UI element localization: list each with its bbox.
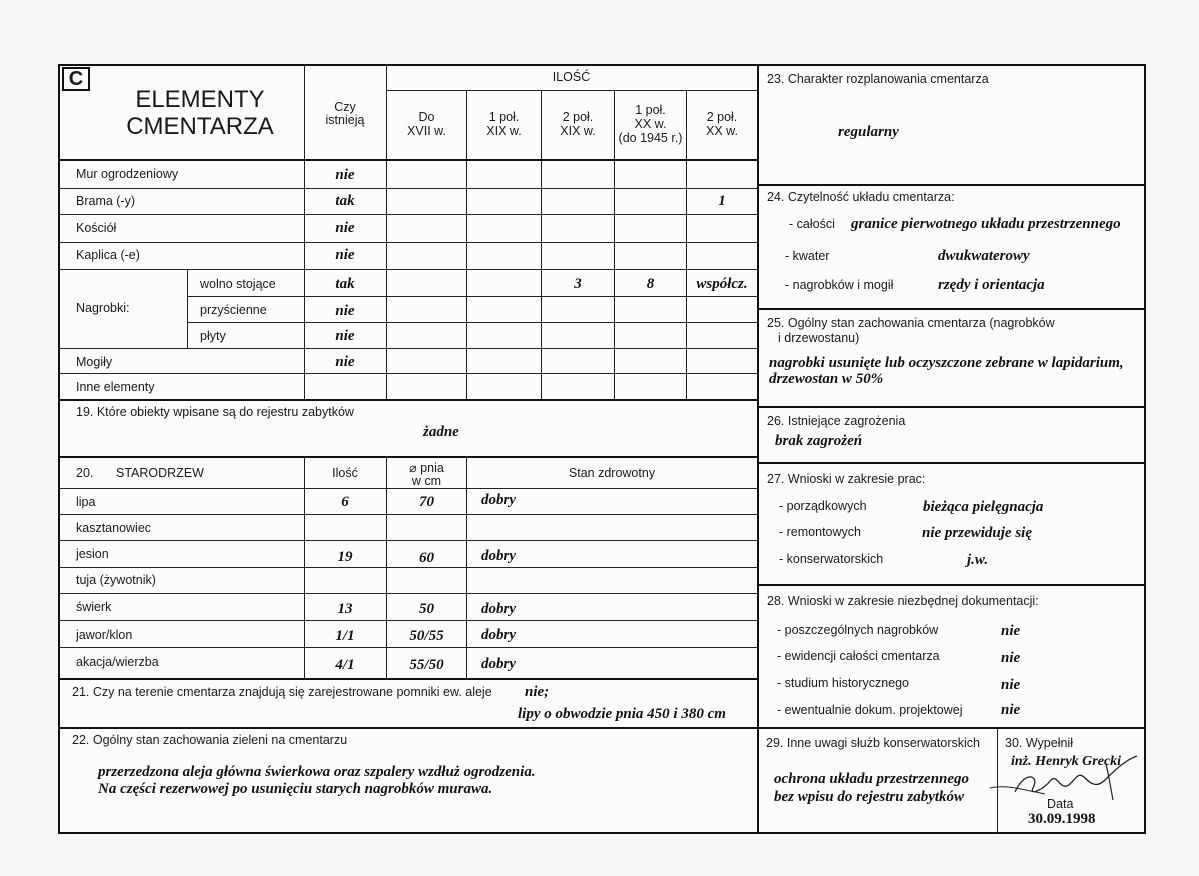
divider — [58, 567, 758, 568]
q30-date: 30.09.1998 — [1028, 811, 1096, 827]
value-przyscienne: nie — [335, 303, 355, 319]
divider — [58, 540, 758, 541]
row-label-brama: Brama (-y) — [76, 194, 136, 208]
q24-row-answer: dwukwaterowy — [938, 248, 1030, 264]
tree-name: jesion — [76, 547, 109, 561]
card-letter: C — [62, 67, 90, 91]
q27-row-label: - remontowych — [779, 525, 861, 539]
q27-row-label: - konserwatorskich — [779, 552, 884, 566]
value-kosciol: nie — [335, 220, 355, 236]
q22-label: 22. Ogólny stan zachowania zieleni na cmentarzu — [72, 733, 348, 747]
q29-answer2: bez wpisu do rejestru zabytków — [774, 789, 965, 805]
tree-count: 13 — [337, 601, 353, 617]
divider — [58, 188, 758, 189]
value-brama: tak — [335, 193, 355, 209]
tree-name: tuja (żywotnik) — [76, 573, 156, 587]
q24-label: 24. Czytelność układu cmentarza: — [767, 190, 955, 204]
q28-row-label: - studium historycznego — [777, 676, 910, 690]
period-2-l2: XIX w. — [486, 124, 522, 138]
q25-answer2: drzewostan w 50% — [769, 371, 884, 387]
tree-count: 1/1 — [335, 628, 355, 644]
q22-answer2: Na części rezerwowej po usunięciu starych nagrobków murawa. — [98, 781, 493, 797]
row-label-mogily: Mogiły — [76, 355, 113, 369]
q26-answer: brak zagrożeń — [775, 433, 863, 449]
divider — [58, 678, 758, 680]
tree-name: akacja/wierzba — [76, 655, 159, 669]
title-line1: ELEMENTY — [135, 86, 265, 113]
q23-answer: regularny — [838, 124, 899, 140]
q28-label: 28. Wnioski w zakresie niezbędnej dokumentacji: — [767, 594, 1039, 608]
divider — [58, 514, 758, 515]
q24-row-answer: rzędy i orientacja — [938, 277, 1045, 293]
divider — [58, 456, 758, 458]
divider — [58, 399, 758, 401]
row-label-kaplica: Kaplica (-e) — [76, 248, 140, 262]
row-label-nagrobki: Nagrobki: — [76, 301, 130, 315]
q19-label: 19. Które obiekty wpisane są do rejestru zabytków — [76, 405, 354, 419]
divider — [58, 593, 758, 594]
q28-row-label: - poszczególnych nagrobków — [777, 623, 939, 637]
divider — [757, 184, 1146, 186]
period-3-l2: XIX w. — [560, 124, 596, 138]
divider — [386, 90, 757, 91]
row-label-przyscienne: przyścienne — [200, 303, 267, 317]
q20-num: 20. — [76, 466, 94, 480]
col-czy-line1: Czy — [334, 100, 356, 114]
divider — [58, 159, 758, 161]
tree-health: dobry — [481, 656, 516, 672]
row-label-wolno: wolno stojące — [200, 277, 276, 291]
period-1-l2: XVII w. — [407, 124, 446, 138]
row-label-inne: Inne elementy — [76, 380, 155, 394]
value-wolno-xx2: współcz. — [696, 276, 748, 292]
q27-row-label: - porządkowych — [779, 499, 867, 513]
divider — [58, 242, 758, 243]
q30-date-label: Data — [1047, 797, 1074, 811]
divider — [58, 488, 758, 489]
q30-name: inż. Henryk Grecki — [1011, 754, 1122, 769]
tree-health: dobry — [481, 601, 516, 617]
value-brama-xx2: 1 — [718, 193, 726, 209]
q20-col-pnia-l1: ⌀ pnia — [409, 461, 444, 475]
divider — [187, 296, 758, 297]
value-kaplica: nie — [335, 247, 355, 263]
tree-trunk: 50/55 — [409, 628, 444, 644]
tree-trunk: 50 — [419, 601, 434, 617]
tree-health: dobry — [481, 548, 516, 564]
ilosc-header: ILOŚĆ — [552, 70, 591, 84]
divider — [757, 584, 1146, 586]
period-1-l1: Do — [418, 110, 435, 124]
value-mogily: nie — [335, 354, 355, 370]
q21-answer1: nie; — [525, 684, 550, 700]
period-4-l3: (do 1945 r.) — [618, 131, 683, 145]
col-czy-line2: istnieją — [325, 113, 365, 127]
value-wolno-xix2: 3 — [574, 276, 582, 292]
divider — [58, 373, 758, 374]
divider-main — [757, 64, 759, 834]
tree-health: dobry — [481, 627, 516, 643]
q20-col-pnia-l2: w cm — [411, 474, 442, 488]
q21-answer2: lipy o obwodzie pnia 450 i 380 cm — [518, 706, 726, 722]
q20-col-ilosc: Ilość — [332, 466, 358, 480]
title-line2: CMENTARZA — [126, 113, 274, 140]
q20-label: STARODRZEW — [116, 466, 204, 480]
q24-row-answer: granice pierwotnego układu przestrzennego — [851, 216, 1121, 232]
tree-name: lipa — [76, 495, 96, 509]
period-4-l1: 1 poł. — [635, 103, 666, 117]
divider — [757, 308, 1146, 310]
q29-answer1: ochrona układu przestrzennego — [774, 771, 970, 787]
q28-row-answer: nie — [1001, 677, 1021, 693]
q26-label: 26. Istniejące zagrożenia — [767, 414, 906, 428]
value-wolno: tak — [335, 276, 355, 292]
divider — [58, 269, 758, 270]
row-label-mur: Mur ogrodzeniowy — [76, 167, 179, 181]
q29-label: 29. Inne uwagi służb konserwatorskich — [766, 736, 981, 750]
q28-row-answer: nie — [1001, 702, 1021, 718]
q24-row-label: - całości — [789, 217, 835, 231]
q27-label: 27. Wnioski w zakresie prac: — [767, 472, 926, 486]
value-wolno-xx1: 8 — [646, 276, 655, 292]
tree-name: jawor/klon — [76, 628, 133, 642]
divider — [58, 727, 1146, 729]
tree-trunk: 70 — [419, 494, 434, 510]
q27-row-answer: nie przewiduje się — [922, 525, 1033, 541]
divider — [58, 620, 758, 621]
tree-count: 6 — [341, 494, 349, 510]
tree-name: kasztanowiec — [76, 521, 152, 535]
period-4-l2: XX w. — [634, 117, 667, 131]
q20-col-stan: Stan zdrowotny — [568, 466, 656, 480]
period-3-l1: 2 poł. — [562, 110, 594, 124]
q28-row-answer: nie — [1001, 623, 1021, 639]
q25-label2: i drzewostanu) — [778, 331, 860, 345]
q24-row-label: - nagrobków i mogił — [785, 278, 894, 292]
row-label-plyty: płyty — [200, 329, 226, 343]
q24-row-label: - kwater — [785, 249, 830, 263]
period-5-l1: 2 poł. — [706, 110, 738, 124]
divider — [58, 214, 758, 215]
q28-row-label: - ewentualnie dokum. projektowej — [777, 703, 963, 717]
period-2-l1: 1 poł. — [488, 110, 520, 124]
q28-row-answer: nie — [1001, 650, 1021, 666]
q27-row-answer: j.w. — [967, 552, 989, 568]
tree-trunk: 60 — [419, 550, 434, 566]
q22-answer1: przerzedzona aleja główna świerkowa oraz szpalery wzdłuż ogrodzenia. — [98, 764, 536, 780]
q21-label: 21. Czy na terenie cmentarza znajdują się zarejestrowane pomniki ew. aleje — [72, 685, 492, 699]
q30-label: 30. Wypełnił — [1005, 736, 1073, 750]
tree-count: 19 — [337, 549, 353, 565]
q19-answer: żadne — [423, 424, 459, 440]
row-label-kosciol: Kościół — [76, 221, 117, 235]
q27-row-answer: bieżąca pielęgnacja — [923, 499, 1044, 515]
divider — [757, 406, 1146, 408]
divider — [466, 456, 467, 678]
q28-row-label: - ewidencji całości cmentarza — [777, 649, 940, 663]
divider — [757, 462, 1146, 464]
value-plyty: nie — [335, 328, 355, 344]
divider — [58, 647, 758, 648]
tree-count: 4/1 — [335, 657, 355, 673]
divider — [187, 322, 758, 323]
tree-trunk: 55/50 — [409, 657, 444, 673]
signature — [985, 730, 1155, 820]
tree-name: świerk — [76, 600, 112, 614]
period-5-l2: XX w. — [706, 124, 738, 138]
q25-answer1: nagrobki usunięte lub oczyszczone zebrane w lapidarium, — [769, 355, 1124, 371]
tree-health: dobry — [481, 492, 516, 508]
divider — [58, 348, 758, 349]
value-mur: nie — [335, 167, 355, 183]
divider — [187, 269, 188, 348]
q25-label1: 25. Ogólny stan zachowania cmentarza (nagrobków — [767, 316, 1055, 330]
q23-label: 23. Charakter rozplanowania cmentarza — [767, 72, 989, 86]
